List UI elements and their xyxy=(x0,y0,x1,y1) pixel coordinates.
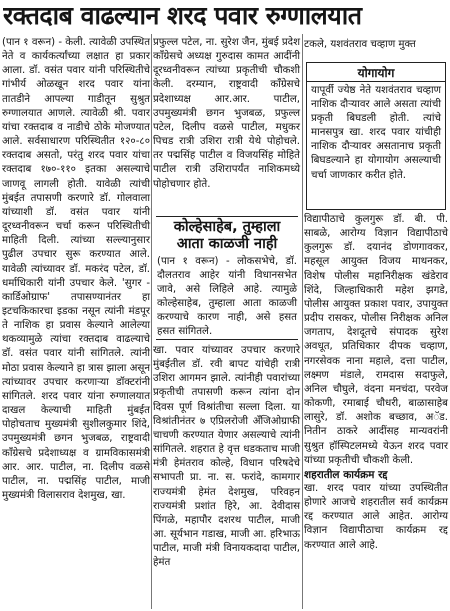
article-text: (पान १ वरून) - केली. त्यावेळी उपस्थित नेते व कार्यकर्त्यांच्या लक्षात हा प्रकार आला. डॉ. वसंत पवार यांनी परिस्थितीचे गांभीर्य ओळखून शरद पवार यांना तातडीने आपल्या गाडीतून सुश्रुत रुग्णालयात आणले. त्यावेळी श्री. पवार यांचा रक्तदाब व नाडीचे ठोके मोजण्यात आले. सर्वसाधारण परिस्थितीत १२०-८० रक्तदाब असतो, परंतु शरद पवार यांचा रक्तदाब १७०-११० इतका असल्याचे जाणवू लागली होती. यावेळी त्यांची मुंबईत तपासणी करणारे डॉ. गोलवाला यांच्याशी डॉ. वसंत पवार यांनी दूरध्वनीवरून चर्चा करून परिस्थितीची माहिती दिली. त्यांच्या सल्ल्यानुसार पुढील उपचार सुरू करण्यात आले. यावेळी त्यांच्यावर डॉ. मकरंद पटेल, डॉ. धर्माधिकारी यांनी उपचार केले. 'सुगर - कार्डिओग्राफ' तपासण्यानंतर हा इटचकिकारचा इडका नसून त्यांनी मंडपूर ते नाशिक हा प्रवास केल्याने आलेल्या थकव्यामुळे त्यांचा रक्तदाब वाढल्याचे डॉ. वसंत पवार यांनी सांगितले. त्यांनी मोठा प्रवास केल्याने हा त्रास झाला असून त्यांच्यावर उपचार करणाऱ्या डॉक्टरांनी सांगितले. शरद पवार यांना रुग्णालयात दाखल केल्याची माहिती मुंबईत पोहोचताच मुख्यमंत्री सुशीलकुमार शिंदे, उपमुख्यमंत्री छगन भुजबळ, राष्ट्रवादी काँग्रेसचे प्रदेशाध्यक्ष व ग्रामविकासमंत्री आर. आर. पाटील, ना. दिलीप वळसे पाटील, ना. पद्मसिंह पाटील, माजी मुख्यमंत्री विलासराव देशमुख, खा. xyxy=(2,37,150,501)
article-text: टकले, यशवंतराव चव्हाण मुक्त xyxy=(304,39,416,50)
article-column-3-top xyxy=(304,38,448,52)
kolhe-box xyxy=(156,216,298,340)
column-divider xyxy=(151,34,152,609)
yogayog-title: योगायोग xyxy=(307,65,445,82)
section-subheading: शहरातील कार्यक्रम रद्द xyxy=(304,468,388,481)
column-divider xyxy=(302,34,303,609)
kolhe-box-title: कोल्हेसाहेब, तुम्हाला xyxy=(173,219,281,235)
article-text: प्रफुल्ल पटेल, ना. सुरेश जैन, मुंबई प्रदेश काँग्रेसचे अध्यक्ष गुरुदास कामत आदींनी दूरध्वनीवरून त्यांच्या प्रकृतीची चौकशी केली. दरम्यान, राष्ट्रवादी काँग्रेसचे प्रदेशाध्यक्ष आर.आर. पाटील, उपमुख्यमंत्री छगन भुजबळ, प्रफुल्ल पटेल, दिलीप वळसे पाटील, मधुकर पिचड रात्री उशिरा रात्री येथे पोहोचले. तर पद्मसिंह पाटील व विजयसिंह मोहिते पाटील रात्री उशिरापर्यंत नाशिकमध्ये पोहोचणार होते. xyxy=(153,37,300,190)
kolhe-box-body: (पान १ वरून) - लोकसभेचे, डॉ. दौलतराव आहेर यांनी विधानसभेत जावे, असे लिहिले आहे. त्यामुळे कोल्हेसाहेब, तुम्हाला आता काळजी करण्याचे कारण नाही, असे हसत हसत सांगितले. xyxy=(157,256,297,338)
yogayog-body: यापूर्वी ज्येष्ठ नेते यशवंतराव चव्हाण नाशिक दौऱ्यावर आले असता त्यांची प्रकृती बिघडली होती. त्यांचे मानसपुत्र खा. शरद पवार यांचीही नाशिक दौऱ्यावर असतानाच प्रकृती बिघडल्याने हा योगायोग असल्याची चर्चा जाणकार करीत होते. xyxy=(311,85,441,181)
article-text: खा. शरद पवार यांच्या उपस्थितीत होणारे आजचे शहरातील सर्व कार्यक्रम रद्द करण्यात आले आहेत. आरोग्य विज्ञान विद्यापीठाचा कार्यक्रम रद्द करण्यात आले आहे. xyxy=(304,482,448,551)
article-text: विद्यापीठाचे कुलगुरू डॉ. बी. पी. साबळे, आरोग्य विज्ञान विद्यापीठाचे कुलगुरू डॉ. दयानंद डोणगावकर, महसूल आयुक्त विजय माथनकर, विशेष पोलीस महानिरीक्षक खंडेराव शिंदे, जिल्हाधिकारी महेश झगडे, पोलीस आयुक्त प्रकाश पवार, उपायुक्त प्रदीप रासकर, पोलीस निरीक्षक अनिल जगताप, देशदूतचे संपादक सुरेश अवधूत, प्रतिधिकार दीपक चव्हाण, नगरसेवक नाना महाले, दत्ता पाटील, लक्ष्मण मंडाले, रामदास सदाफुले, अनिल चौघुले, वंदना मनचंदा, परवेज कोकणी, रमाबाई चौधरी, बाळासाहेब लासुरे, डॉ. अशोक बच्छाव, अॅड. नितीन ठाकरे आदींसह मान्यवरांनी सुश्रुत हॉस्पिटलमध्ये येऊन शरद पवार यांच्या प्रकृतीची चौकशी केली. xyxy=(304,214,448,466)
article-text: खा. पवार यांच्यावर उपचार करणारे मुंबईतील डॉ. रवी बापट यांचेही रात्री उशिरा आगमन झाले. त्यांनीही पवारांच्या प्रकृतीची तपासणी करून त्यांना दोन दिवस पूर्ण विश्रांतीचा सल्ला दिला. या विश्रांतीनंतर ७ एप्रिलरोजी अँजिओग्राफी चाचणी करण्यात येणार असल्याचे त्यांनी सांगितले. शहरात हे वृत्त धडकताच माजी मंत्री हेमंतराव कोल्हे, विधान परिषदेचे सभापती प्रा. ना. स. फरांदे, कामगार राज्यमंत्री हेमंत देशमुख, परिवहन राज्यमंत्री प्रशांत हिरे, आ. देवीदास पिंगळे, महापौर दशरथ पाटील, माजी आ. सूर्यभान गडाख, माजी आ. हरिभाऊ पाटील, माजी मंत्री विनायकदादा पाटील, हेमंत xyxy=(153,345,300,569)
article-column-2 xyxy=(153,36,300,192)
article-headline: रक्तदाब वाढल्यान शरद पवार रुग्णालयात xyxy=(3,1,362,30)
yogayog-box xyxy=(306,62,446,210)
article-column-3 xyxy=(304,213,448,553)
article-column-2-continued xyxy=(153,344,300,571)
kolhe-box-subtitle: आता काळजी नाही xyxy=(176,236,278,252)
article-column-1 xyxy=(2,36,150,503)
